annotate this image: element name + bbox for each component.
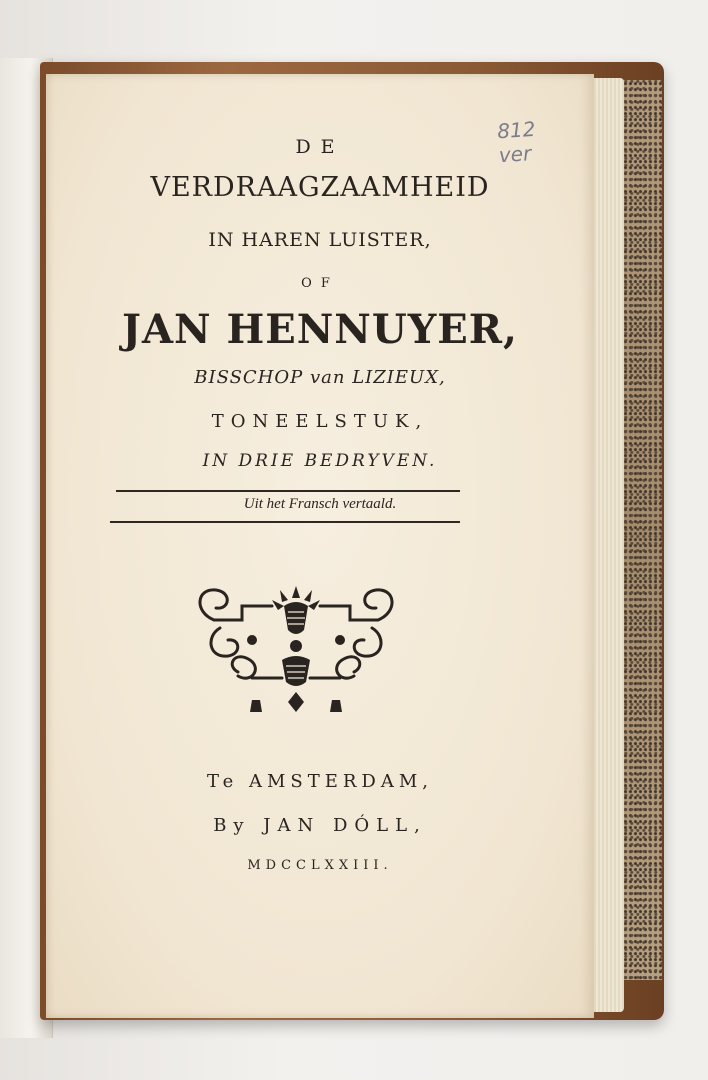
subtitle-in-drie-bedryven: IN DRIE BEDRYVEN. bbox=[202, 451, 438, 471]
translation-note: Uit het Fransch vertaald. bbox=[243, 496, 397, 512]
handwritten-line-1: 812 bbox=[496, 116, 537, 144]
printers-ornament-icon bbox=[192, 580, 400, 720]
subtitle-toneelstuk: TONEELSTUK, bbox=[211, 411, 429, 432]
title-jan-hennuyer: JAN HENNUYER, bbox=[122, 306, 518, 353]
title-verdraagzaamheid: VERDRAAGZAAMHEID bbox=[150, 172, 490, 203]
imprint-printer: By JAN DÓLL, bbox=[213, 815, 427, 836]
imprint-year: MDCCLXXIII. bbox=[247, 858, 393, 873]
rule-bottom bbox=[110, 521, 460, 523]
handwritten-line-2: ver bbox=[498, 141, 533, 168]
title-page bbox=[46, 74, 594, 1018]
subtitle-bisschop: BISSCHOP van LIZIEUX, bbox=[194, 367, 446, 388]
title-in-haren-luister: IN HAREN LUISTER, bbox=[208, 229, 432, 251]
imprint-place: Te AMSTERDAM, bbox=[206, 771, 434, 792]
title-de: DE bbox=[295, 136, 345, 158]
title-of: OF bbox=[301, 276, 339, 291]
rule-top bbox=[116, 490, 460, 492]
